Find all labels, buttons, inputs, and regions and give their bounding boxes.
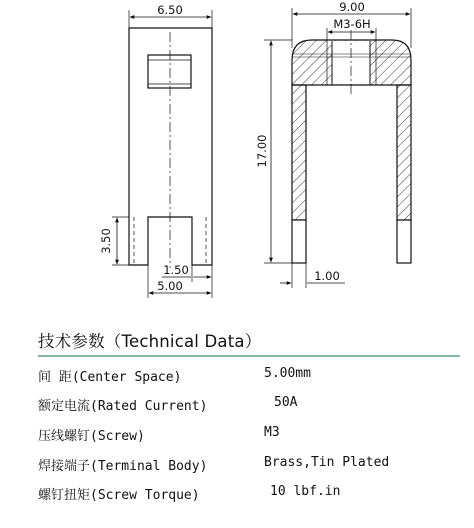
front-spacing-dim: 5.00 [157, 279, 183, 293]
spec-value: 10 lbf.in [270, 484, 341, 499]
spec-value: M3 [264, 425, 280, 440]
spec-divider [38, 355, 460, 357]
spec-label: 焊接端子(Terminal Body) [38, 459, 208, 474]
thread-dim: M3-6H [333, 17, 371, 31]
spec-label: 压线螺钉(Screw) [38, 429, 145, 444]
side-height-dim: 17.00 [255, 134, 269, 168]
spec-label: 螺钉扭矩(Screw Torque) [38, 488, 200, 503]
front-slot-dim: 1.50 [163, 263, 189, 277]
spec-value: 50A [274, 395, 298, 410]
front-height-dim: 3.50 [99, 228, 113, 254]
front-width-dim: 6.50 [157, 3, 183, 17]
spec-value: 5.00mm [264, 366, 311, 381]
spec-title: 技术参数（Technical Data） [38, 332, 262, 351]
spec-label: 额定电流(Rated Current) [38, 399, 208, 414]
front-view [112, 10, 212, 298]
right-leg [397, 85, 411, 220]
spec-label: 间 距(Center Space) [38, 370, 182, 385]
spec-value: Brass,Tin Plated [264, 455, 390, 470]
side-width-dim: 9.00 [339, 0, 365, 14]
thickness-dim: 1.00 [314, 269, 340, 283]
side-view [264, 8, 411, 288]
left-leg [292, 85, 306, 220]
front-body-outline [129, 28, 212, 265]
